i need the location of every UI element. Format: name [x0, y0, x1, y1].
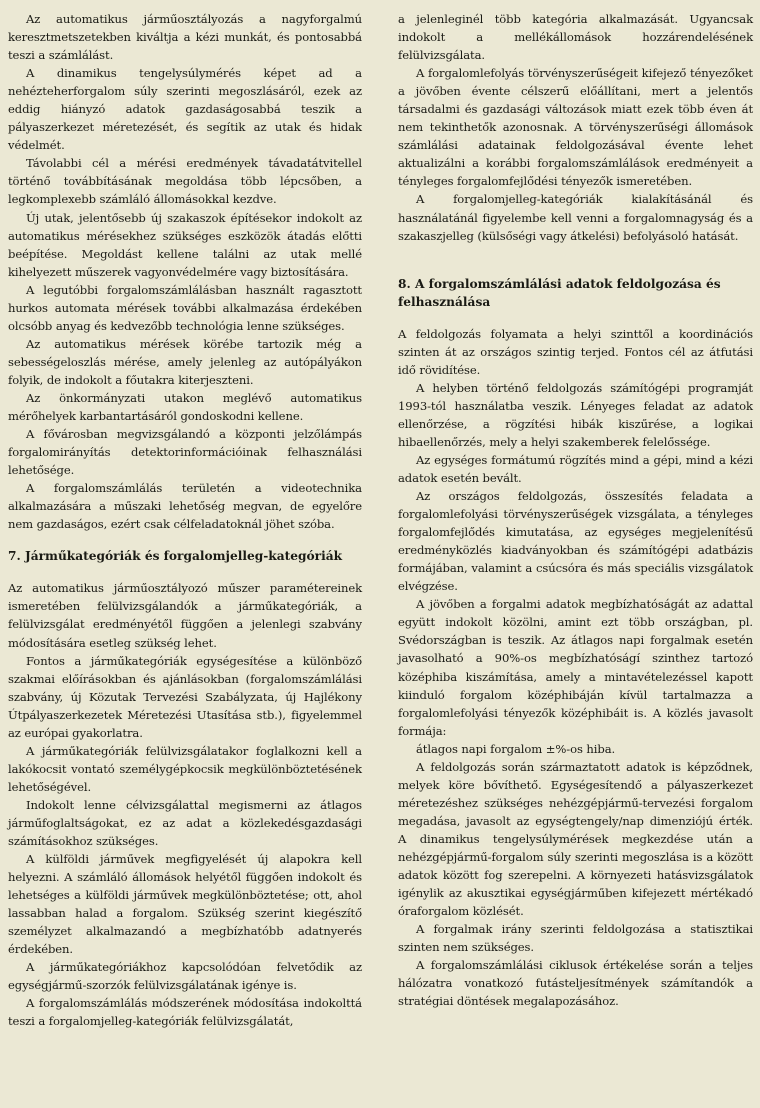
spacer — [398, 311, 753, 325]
paragraph: Indokolt lenne célvizsgálattal megismerni az átlagos járműfoglaltságokat, ez az adat a közlekedésgazdasági számításokhoz szükséges. — [8, 797, 362, 849]
paragraph: A járműkategóriák felülvizsgálatakor foglalkozni kell a lakókocsit vontató személygépkocsik megkülönböztetésének lehetőségével. — [8, 743, 362, 794]
paragraph: Az önkormányzati utakon meglévő automatikus mérőhelyek karbantartásáról gondoskodni kellene. — [8, 390, 362, 424]
paragraph: Az automatikus járműosztályozó műszer paramétereinek ismeretében felülvizsgálandók a járműkategóriák, a felülvizsgálat eredményétől függően a jelenlegi szabvány módosítására esetleg szükség lehet. — [8, 581, 362, 650]
paragraph: A feldolgozás során származtatott adatok is képződnek, melyek köre bővíthető. Egységesítendő a pályaszerkezet méretezéshez szükséges nehézgépjármű-tervezési forgalom megadása, javasolt az egységtengely/nap dimenziójú érték. A dinamikus tengelysúlymérések megkezdése után a nehézgépjármű-forgalom súly szerinti megoszlása is a között adatok között fog szerepelni. A környezeti hatásvizsgálatok igénylik az akusztikai egységjárműben kifejezett mértékadó óraforgalom közlését. — [398, 759, 753, 919]
paragraph: a jelenleginél több kategória alkalmazását. Ugyancsak indokolt a mellékállomások hozzárendelésének felülvizsgálata. — [398, 12, 753, 63]
paragraph: Az egységes formátumú rögzítés mind a gépi, mind a kézi adatok esetén bevált. — [398, 452, 753, 485]
paragraph: A forgalmak irány szerinti feldolgozása a statisztikai szinten nem szükséges. — [398, 922, 753, 955]
paragraph: Új utak, jelentősebb új szakaszok építésekor indokolt az automatikus mérésekhez szükséges eszközök átadás előtti beépítése. Megoldást kellene találni az utak mellé kihelyezett műszerek vagyonvédelmére vagy biztosítására. — [8, 210, 362, 279]
paragraph: Az országos feldolgozás, összesítés feladata a forgalomlefolyási törvényszerűségek vizsgálata, a tényleges forgalomfejlődés kimutatása, az egységes megjelenítésű eredményközlés kiadványokban és számítógépi adatbázis formájában, valamint a csúcsóra és más speciális vizsgálatok elvégzése. — [398, 489, 753, 594]
paragraph: A járműkategóriákhoz kapcsolódóan felvetődik az egységjármű-szorzók felülvizsgálatának igénye is. — [8, 960, 362, 993]
paragraph: Az automatikus járműosztályozás a nagyforgalmú keresztmetszetekben kiváltja a kézi munkát, és pontosabbá teszi a számlálást. — [8, 12, 362, 63]
paragraph: A jövőben a forgalmi adatok megbízhatóságát az adattal együtt indokolt közölni, amint ezt több országban, pl. Svédországban is teszik. Az átlagos napi forgalmak esetén javasolható a 90%-os megbízhatóságí szinthez tartozó középhiba kiszámítása, amely a mintavételezéssel kapott kiinduló forgalom középhibáján kívül tartalmazza a forgalomlefolyási tényezők középhibáit is. A közlés javasolt formája: — [398, 597, 753, 738]
spacer — [8, 533, 362, 547]
paragraph: A forgalomjelleg-kategóriák kialakításánál és használatánál figyelembe kell venni a forgalomnagyság és a szakaszjelleg (külsőségi vagy átkelési) befolyásoló hatását. — [398, 192, 753, 243]
section-heading-8: 8. A forgalomszámlálási adatok feldolgozása és felhasználása — [398, 276, 721, 309]
section-heading-7: 7. Járműkategóriák és forgalomjelleg-kategóriák — [8, 549, 343, 564]
right-column — [398, 10, 753, 1010]
spacer — [398, 245, 753, 261]
formula-line: átlagos napi forgalom ±%-os hiba. — [416, 741, 616, 756]
paragraph: A forgalomlefolyás törvényszerűségeit kifejező tényezőket a jövőben évente célszerű előállítani, mert a jelentős társadalmi és gazdasági változások miatt ezek több éven át nem tekinthetők azonosnak. A törvényszerűségi állomások számlálási adatainak feldolgozásával évente lehet aktualizálni a korábbi forgalomszámlálások eredményeit a tényleges forgalomfejlődési tényezők ismeretében. — [398, 66, 753, 189]
paragraph: A forgalomszámlálás területén a videotechnika alkalmazására a műszaki lehetőség megvan, de egyelőre nem gazdaságos, ezért csak célfeladatoknál jöhet szóba. — [8, 481, 362, 532]
paragraph: Az automatikus mérések körébe tartozik még a sebességeloszlás mérése, amely jelenleg az autópályákon folyik, de indokolt a főutakra kiterjeszteni. — [8, 336, 362, 387]
left-column — [8, 10, 362, 1031]
paragraph: A forgalomszámlálási ciklusok értékelése során a teljes hálózatra vonatkozó futásteljesítmények számítandók a stratégiai döntések megalapozásához. — [398, 958, 753, 1009]
spacer — [8, 565, 362, 579]
paragraph: A dinamikus tengelysúlymérés képet ad a nehézteherforgalom súly szerinti megoszlásáról, ezek az eddig hiányzó adatok gazdaságosabbá teszik a pályaszerkezet méretezését, és segítik az utak és hidak védelmét. — [8, 66, 362, 153]
paragraph: A külföldi járművek megfigyelését új alapokra kell helyezni. A számláló állomások helyétől függően indokolt és lehetséges a külföldi járművek megkülönböztetése; ott, ahol lassabban halad a forgalom. Szükség szerint kiegészítő személyzet alkalmazandó a megbízhatóbb adatnyerés érdekében. — [8, 852, 362, 957]
paragraph: A legutóbbi forgalomszámlálásban használt ragasztott hurkos automata mérések további alkalmazása érdekében olcsóbb anyag és kedvezőbb technológia lenne szükséges. — [8, 282, 362, 333]
paragraph: A fővárosban megvizsgálandó a központi jelzőlámpás forgalomirányítás detektorinformációinak felhasználási lehetősége. — [8, 427, 362, 478]
paragraph: A forgalomszámlálás módszerének módosítása indokolttá teszi a forgalomjelleg-kategóriák felülvizsgálatát, — [8, 996, 362, 1029]
paragraph: Fontos a járműkategóriák egységesítése a különböző szakmai előírásokban és ajánlásokban (forgalomszámlálási szabvány, új Közutak Tervezési Szabályzata, új Hajlékony Útpályaszerkezetek Méretezési Utasítása stb.), figyelemmel az európai gyakorlatra. — [8, 653, 362, 740]
paragraph: A helyben történő feldolgozás számítógépi programját 1993-tól használatba veszik. Lényeges feladat az adatok ellenőrzése, a rögzítési hibák kiszűrése, a logikai hibaellenőrzés, mely a helyi szakemberek felelőssége. — [398, 380, 753, 449]
paragraph: A feldolgozás folyamata a helyi szinttől a koordinációs szinten át az országos szintig terjed. Fontos cél az átfutási idő rövidítése. — [398, 326, 753, 377]
paragraph: Távolabbi cél a mérési eredmények távadatátvitellel történő továbbításának megoldása több lépcsőben, a legkomplexebb számláló állomásokkal kezdve. — [8, 156, 362, 207]
spacer — [398, 261, 753, 275]
